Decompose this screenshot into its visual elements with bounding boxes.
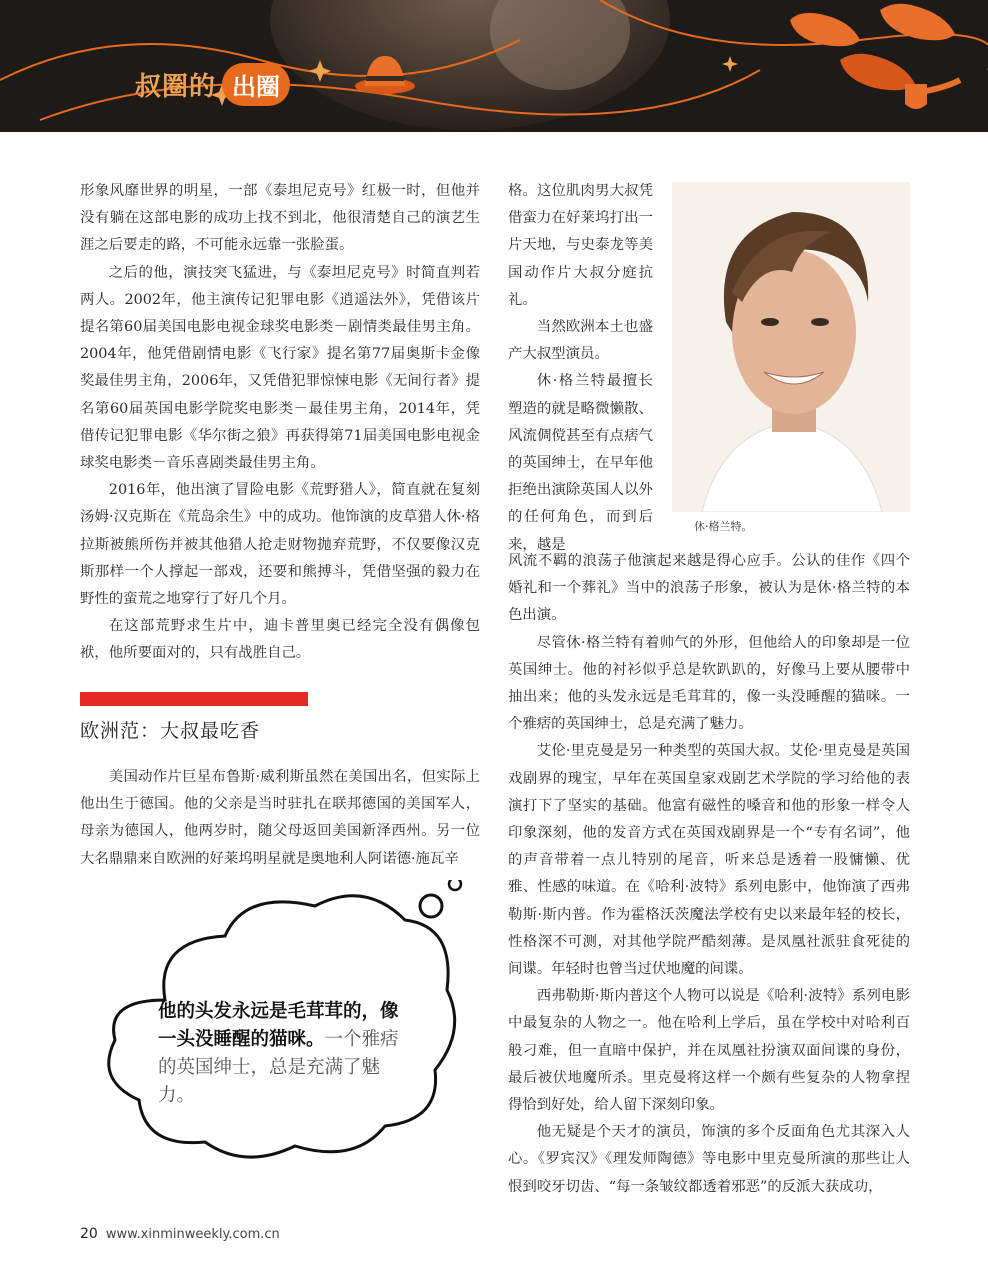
column-tag-highlight: 出圈 <box>222 63 290 106</box>
paragraph: 艾伦·里克曼是另一种类型的英国大叔。艾伦·里克曼是英国戏剧界的瑰宝，早年在英国皇家戏剧艺术学院的学习给他的表演打下了坚实的基础。他富有磁性的嗓音和他的形象一样令人印象深刻，他的发音方式在英国戏剧界是一个“专有名词”，他的声音带着一点儿特别的尾音，听来总是透着一股慵懒、优雅、性感的味道。在《哈利·波特》系列电影中，他饰演了西弗勒斯·斯内普。作为霍格沃茨魔法学校有史以来最年轻的校长，性格深不可测，对其他学院严酷刻薄。是凤凰社派驻食死徒的间谍。年轻时也曾当过伏地魔的间谍。 <box>508 743 910 978</box>
paragraph: 休·格兰特最擅长塑造的就是略微懒散、风流倜傥甚至有点痞气的英国绅士，在早年他拒绝出演除英国人以外的任何角色，而到后来，越是 <box>508 373 653 553</box>
right-narrow-column <box>508 178 653 559</box>
pull-quote-soft: 一个雅痞的英国绅士，总是充满了魅力。 <box>158 1029 399 1106</box>
page-number: 20 <box>80 1226 98 1242</box>
paragraph: 西弗勒斯·斯内普这个人物可以说是《哈利·波特》系列电影中最复杂的人物之一。他在哈利上学后，虽在学校中对哈利百般刁难，但一直暗中保护，并在凤凰社扮演双面间谍的身份，最后被伏地魔所杀。里克曼将这样一个颇有些复杂的人物拿捏得恰到好处，给人留下深刻印象。 <box>508 988 910 1114</box>
paragraph: 风流不羁的浪荡子他演起来越是得心应手。公认的佳作《四个婚礼和一个葬礼》当中的浪荡子形象，被认为是休·格兰特的本色出演。 <box>508 553 910 624</box>
column-tag <box>135 64 290 104</box>
pull-quote <box>158 998 408 1110</box>
paragraph: 当然欧洲本土也盛产大叔型演员。 <box>508 319 653 363</box>
paragraph: 在这部荒野求生片中，迪卡普里奥已经完全没有偶像包袱，他所要面对的，只有战胜自己。 <box>80 618 480 662</box>
column-tag-text: 叔圈的 <box>135 71 217 102</box>
photo-caption: 休·格兰特。 <box>694 520 753 533</box>
website-url[interactable]: www.xinminweekly.com.cn <box>105 1227 280 1242</box>
portrait-illustration <box>672 182 910 512</box>
paragraph: 形象风靡世界的明星，一部《泰坦尼克号》红极一时，但他并没有躺在这部电影的成功上找不到北，他很清楚自己的演艺生涯之后要走的路，不可能永远靠一张脸蛋。 <box>80 183 480 254</box>
right-column <box>508 548 910 1201</box>
paragraph: 尽管休·格兰特有着帅气的外形，但他给人的印象却是一位英国绅士。他的衬衫似乎总是软趴趴的，好像马上要从腰带中抽出来；他的头发永远是毛茸茸的，像一头没睡醒的猫咪。一个雅痞的英国绅士，总是充满了魅力。 <box>508 634 910 733</box>
paragraph: 2016年，他出演了冒险电影《荒野猎人》，简直就在复刻汤姆·汉克斯在《荒岛余生》中的成功。他饰演的皮草猎人休·格拉斯被熊所伤并被其他猎人抢走财物抛弃荒野，不仅要像汉克斯那样一个人撑起一部戏，还要和熊搏斗，凭借坚强的毅力在野性的蛮荒之地穿行了好几个月。 <box>80 482 480 608</box>
paragraph: 美国动作片巨星布鲁斯·威利斯虽然在美国出名，但实际上他出生于德国。他的父亲是当时驻扎在联邦德国的美国军人，母亲为德国人，他两岁时，随父母返回美国新泽西州。另一位大名鼎鼎来自欧洲的好莱坞明星就是奥地利人阿诺德·施瓦辛 <box>80 769 480 867</box>
header-banner <box>0 0 988 132</box>
paragraph: 格。这位肌肉男大叔凭借蛮力在好莱坞打出一片天地，与史泰龙等美国动作片大叔分庭抗礼。 <box>508 183 653 308</box>
paragraph: 他无疑是个天才的演员，饰演的多个反面角色尤其深入人心。《罗宾汉》《理发师陶德》等电影中里克曼所演的那些让人恨到咬牙切齿、“每一条皱纹都透着邪恶”的反派大获成功， <box>508 1124 910 1195</box>
section-title: 欧洲范：大叔最吃香 <box>80 720 261 742</box>
left-column-2 <box>80 764 480 873</box>
page-footer <box>80 1226 280 1242</box>
left-column <box>80 178 480 668</box>
portrait-photo <box>672 182 910 512</box>
paragraph: 之后的他，演技突飞猛进，与《泰坦尼克号》时简直判若两人。2002年，他主演传记犯罪电影《逍遥法外》，凭借该片提名第60届美国电影电视金球奖电影类－剧情类最佳男主角。2004年，他凭借剧情电影《飞行家》提名第77届奥斯卡金像奖最佳男主角，2006年，又凭借犯罪惊悚电影《无间行者》提名第60届英国电影学院奖电影类－最佳男主角，2014年，凭借传记犯罪电影《华尔街之狼》再获得第71届美国电影电视金球奖电影类－音乐喜剧类最佳男主角。 <box>80 264 480 472</box>
section-divider-bar <box>80 692 308 706</box>
pull-quote-strong: 他的头发永远是毛茸茸的，像一头没睡醒的猫咪。 <box>158 1001 399 1050</box>
